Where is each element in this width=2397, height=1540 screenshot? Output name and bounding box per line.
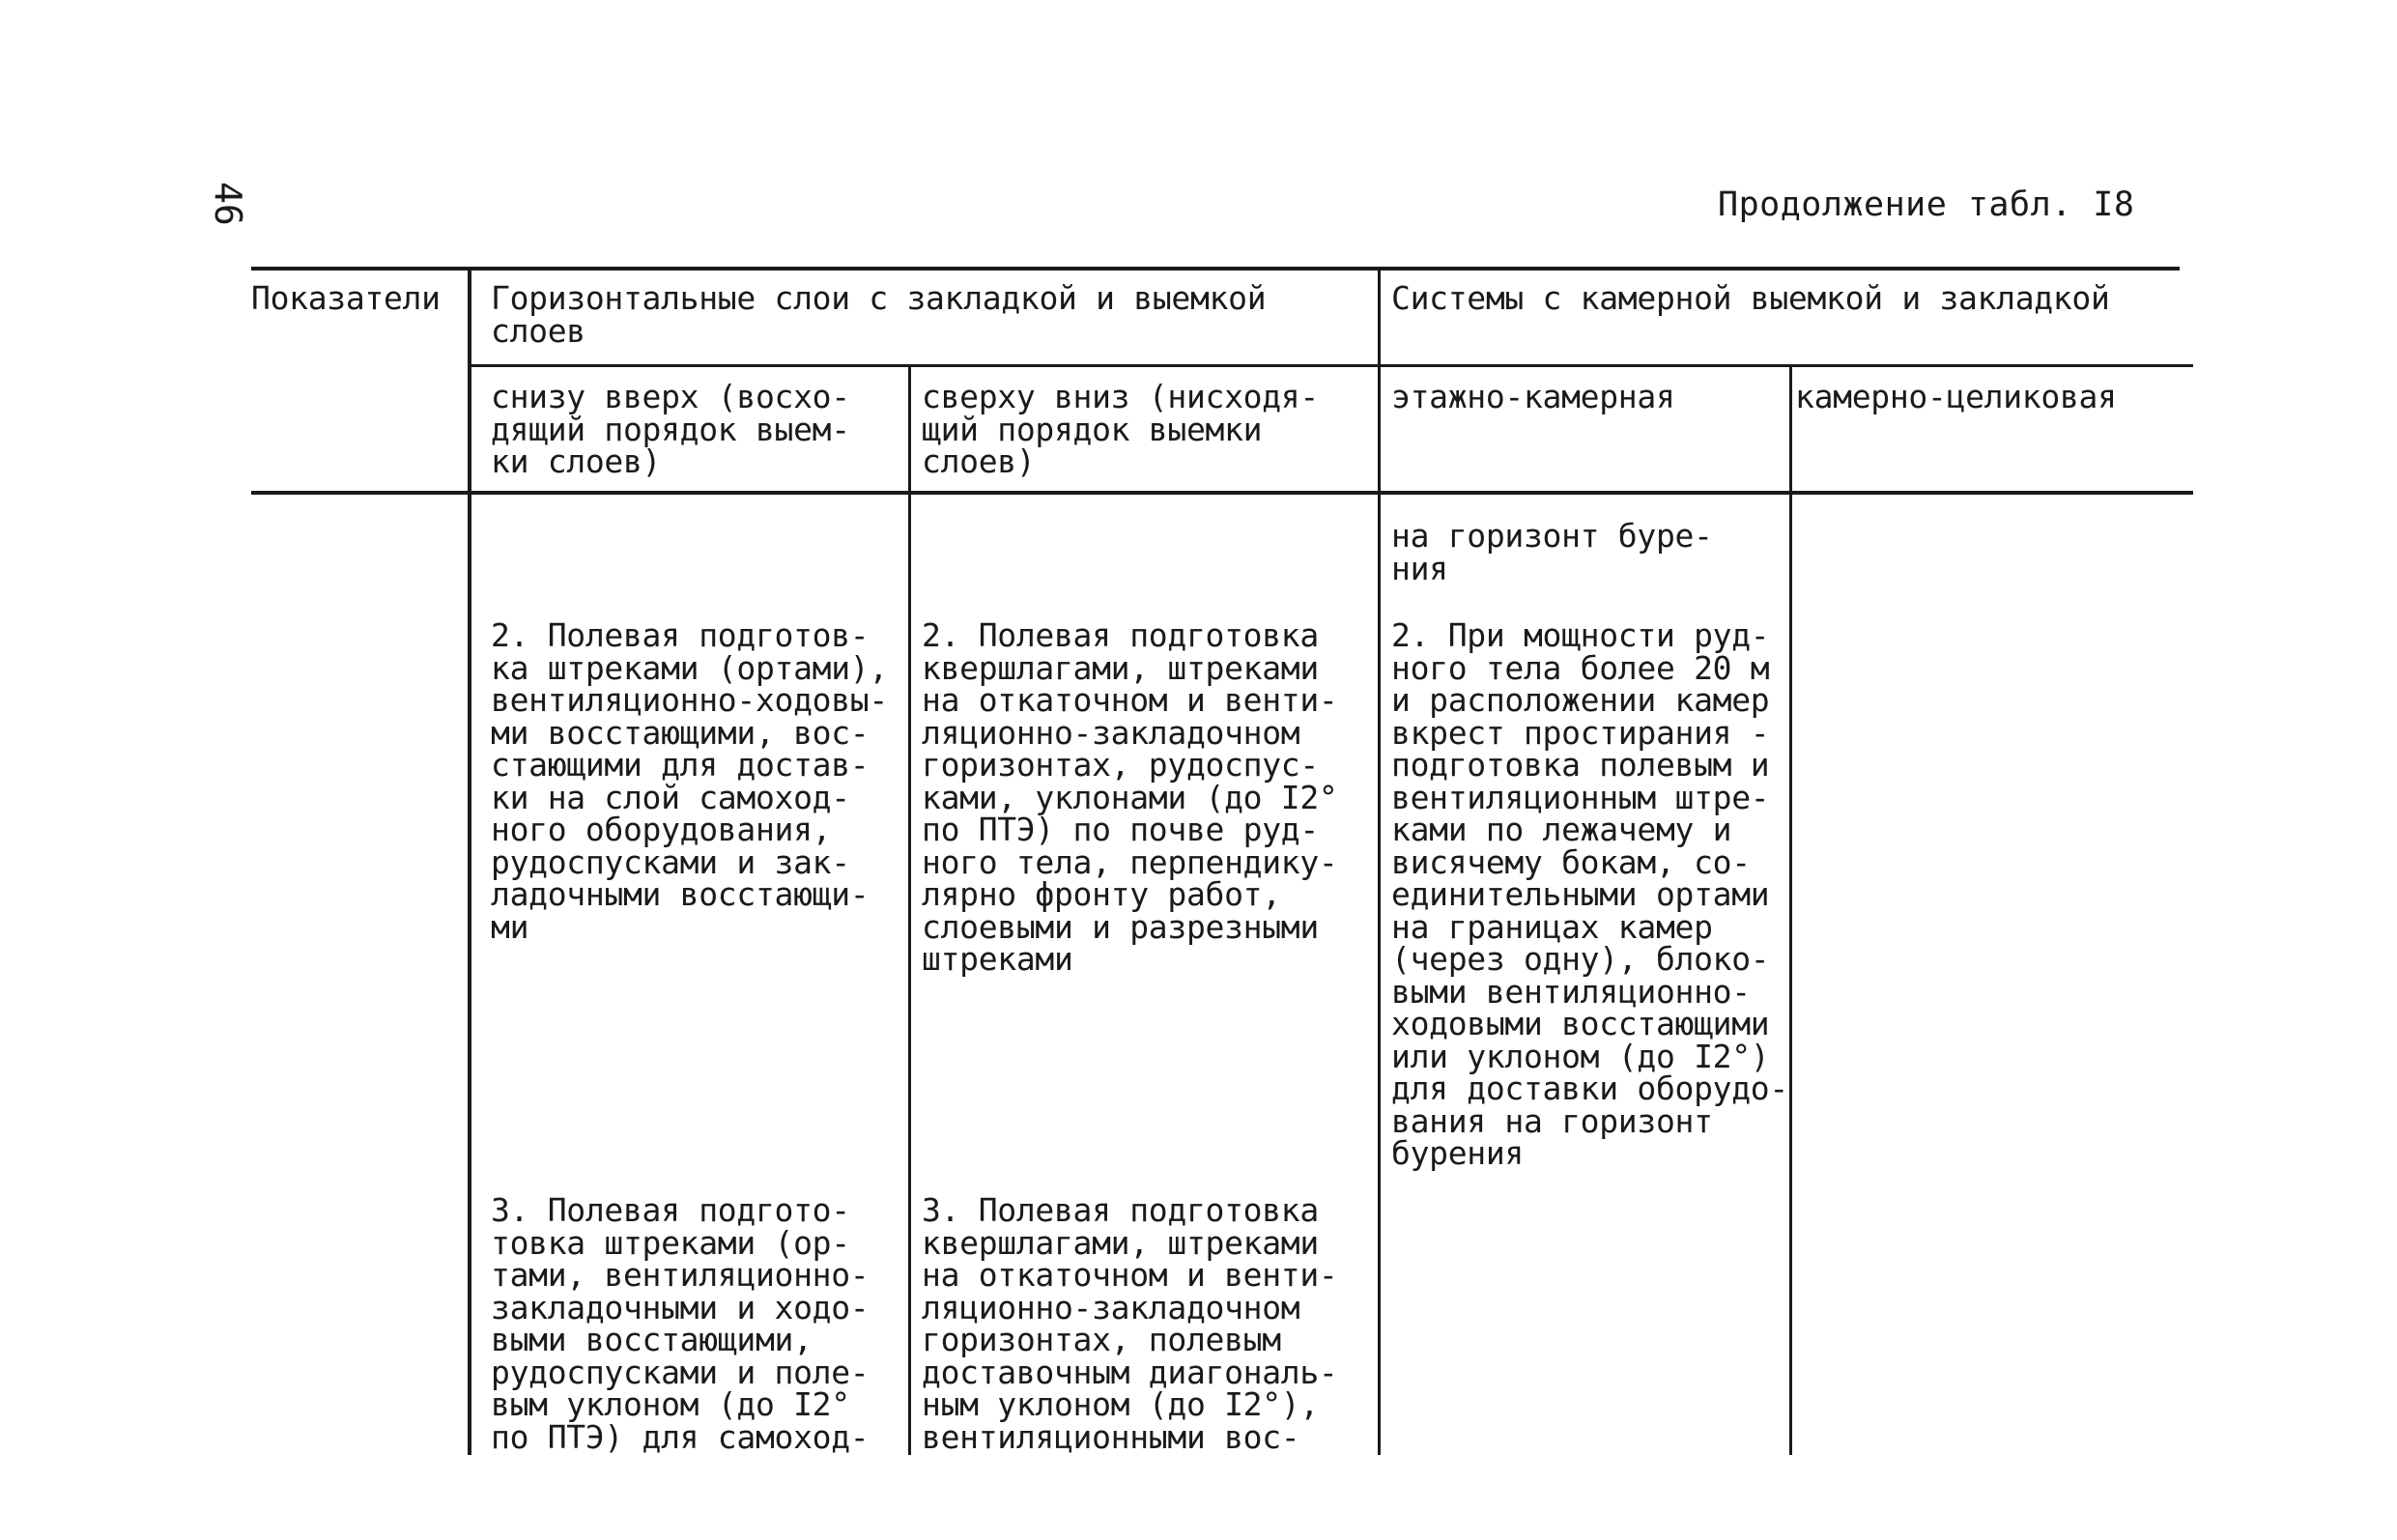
data-table — [251, 267, 2193, 1455]
header-group-chamber-systems: Системы с камерной выемкой и закладкой — [1391, 279, 2110, 317]
page-number: 46 — [207, 182, 249, 226]
header-group-horizontal-layers: Горизонтальные слои с закладкой и выемкой слоев — [491, 279, 1267, 350]
subheader-rule — [470, 364, 2193, 367]
column-divider-indicators — [468, 267, 471, 1455]
column-divider-horizontal-group — [1378, 267, 1381, 1455]
top-down-item-3: 3. Полевая подготовка квершлагами, штреками на откаточном и венти- ляционно-закладочном горизонтах, полевым доставочным диагональ- ным уклоном (до I2°), вентиляционными вос- — [922, 1191, 1338, 1456]
header-bottom-rule — [251, 491, 2193, 495]
table-top-rule — [251, 267, 2180, 271]
header-floor-chamber: этажно-камерная — [1391, 378, 1675, 415]
bottom-up-item-2: 2. Полевая подготов- ка штреками (ортами), вентиляционно-ходовы- ми восстающими, вос- стающими для достав- ки на слой самоход- ного оборудования, рудоспусками и зак- ладочными восстающи- ми — [491, 616, 888, 946]
bottom-up-item-3: 3. Полевая подгото- товка штреками (ор- тами, вентиляционно- закладочными и ходо- выми восстающими, рудоспусками и поле- вым уклоном (до I2° по ПТЭ) для самоход- — [491, 1191, 870, 1456]
header-chamber-pillar: камерно-целиковая — [1795, 378, 2117, 415]
header-top-down: сверху вниз (нисходя- щий порядок выемки слоев) — [922, 378, 1319, 480]
column-divider-floor-chamber — [1789, 364, 1792, 1455]
column-divider-bottom-up — [908, 364, 911, 1455]
floor-chamber-item-2: 2. При мощности руд- ного тела более 20 м и расположении камер вкрест простирания - подготовка полевым и вентиляционным штре- ками по лежачему и висячему бокам, со- единительными ортами на границах камер (через одну), блоко- выми вентиляционно- ходовыми восстающими или уклоном (до I2°) для доставки оборудо- вания на горизонт бурения — [1391, 616, 1788, 1172]
header-bottom-up: снизу вверх (восхо- дящий порядок выем- ки слоев) — [491, 378, 850, 480]
table-continuation-label: Продолжение табл. I8 — [1718, 185, 2135, 224]
top-down-item-2: 2. Полевая подготовка квершлагами, штреками на откаточном и венти- ляционно-закладочном горизонтах, рудоспус- ками, уклонами (до I2° по ПТЭ) по почве руд- ного тела, перпендику- лярно фронту работ, слоевыми и разрезными штреками — [922, 616, 1338, 978]
header-indicators: Показатели — [251, 279, 441, 317]
floor-chamber-continuation: на горизонт буре- ния — [1391, 517, 1713, 587]
